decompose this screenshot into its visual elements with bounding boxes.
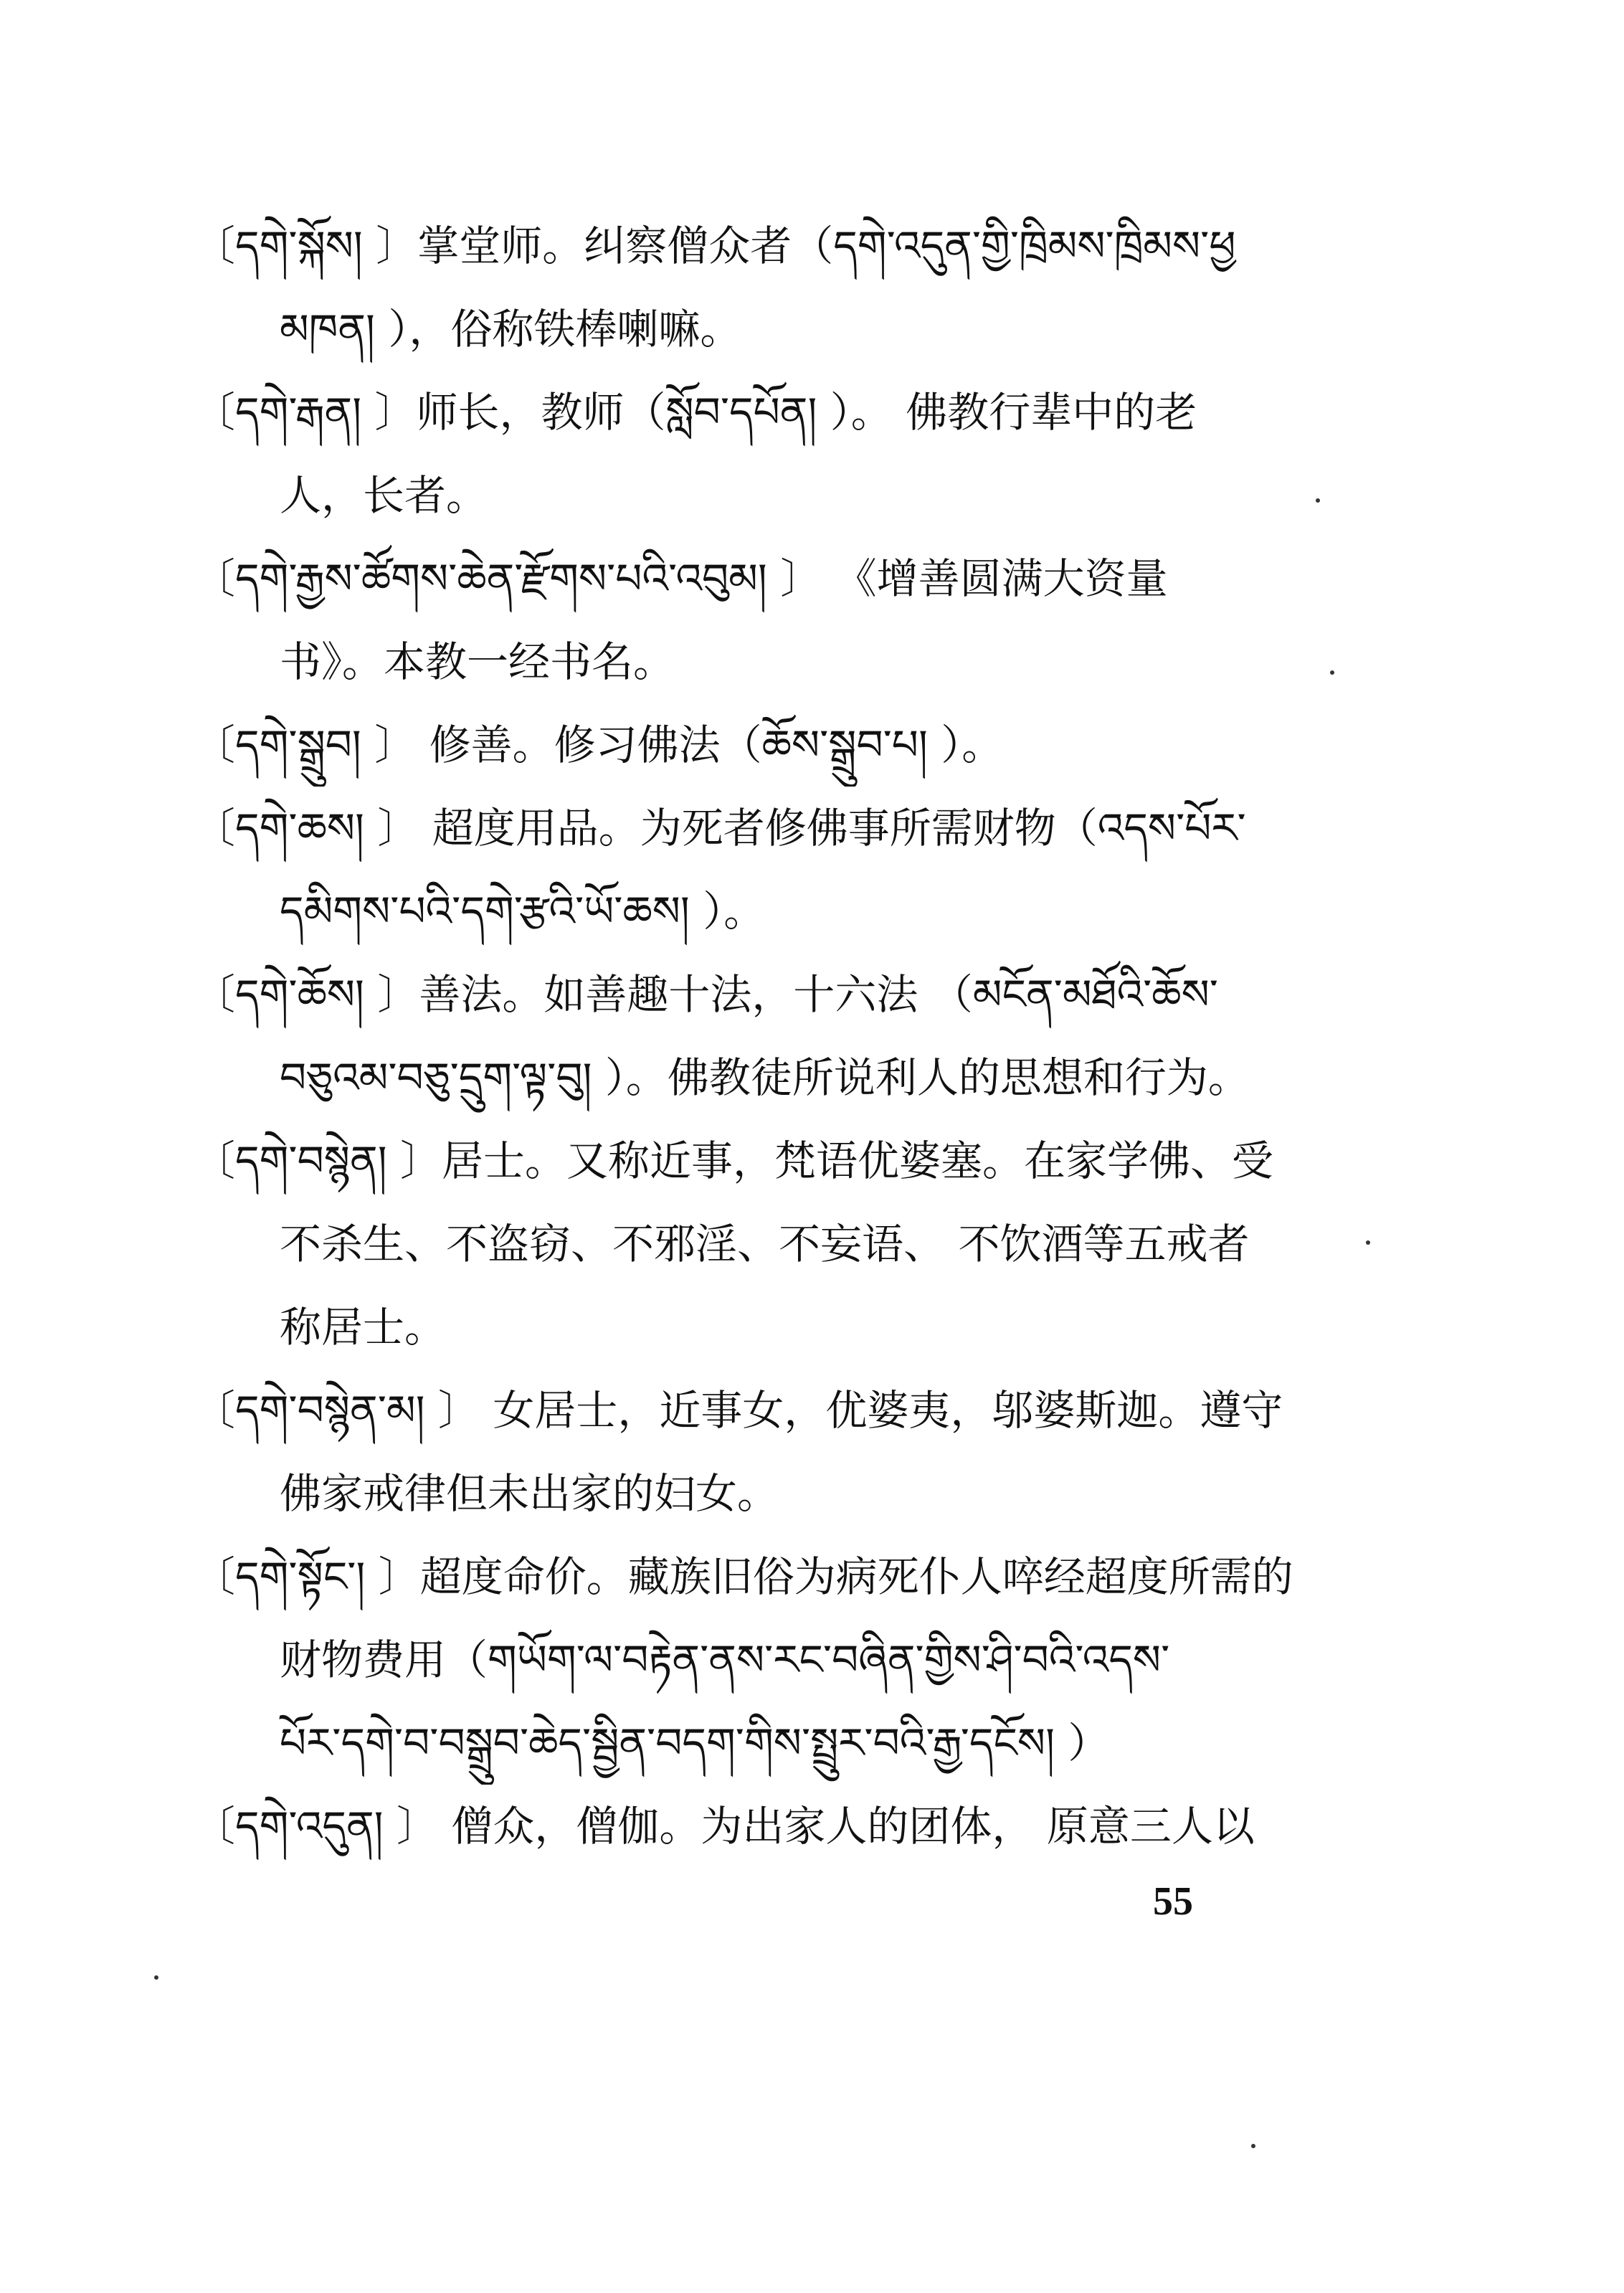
entry-line: 〔དགེ་འདུན། 〕 僧众，僧伽。为出家人的团体， 原意三人以 xyxy=(194,1802,1255,1851)
entry-dge-chas xyxy=(194,787,1298,953)
scan-speck xyxy=(154,1975,158,1980)
entry-line: 佛家戒律但未出家的妇女。 xyxy=(280,1469,779,1518)
entry-line: 〔དགེ་སྒྲུབ། 〕 修善。修习佛法（ཆོས་སྒྲུབ་པ། ）。 xyxy=(194,721,1004,769)
entry-dge-bsnyen-ma xyxy=(194,1369,1298,1535)
entry-line: 人，长者。 xyxy=(280,471,488,520)
entry-dge-stong xyxy=(194,1535,1298,1785)
entry-line: 书》。本教一经书名。 xyxy=(280,637,675,686)
entry-line: པོར་དགེ་བ་བསྒྲུབ་ཆེད་སྦྱིན་བདག་གིས་སྤྲུར་བའི་རྒྱ་དངོས། ） xyxy=(280,1719,1110,1767)
entry-dge-skos xyxy=(194,204,1298,371)
entry-dge-chos xyxy=(194,953,1298,1119)
entry-line: 〔དགེ་རྒྱས་ཚོགས་ཆེན་རྫོགས་པའི་འབུམ། 〕 《增善圆满大资量 xyxy=(194,554,1168,603)
entry-line: 不杀生、不盗窃、不邪淫、不妄语、 不饮酒等五戒者 xyxy=(280,1220,1250,1268)
scan-speck xyxy=(1330,670,1334,675)
entry-dge-rgyas xyxy=(194,537,1298,703)
entry-line: 〔དགེ་ཆོས། 〕善法。如善趣十法，十六法 （མངོན་མཐོའི་ཆོས་ xyxy=(194,970,1218,1019)
dictionary-entries xyxy=(194,204,1298,1868)
entry-dge-rgan xyxy=(194,371,1298,537)
entry-line: 〔དགེ་སྟོང་། 〕超度命价。藏族旧俗为病死仆人啐经超度所需的 xyxy=(194,1552,1293,1601)
entry-line: 〔དགེ་བསྙེན་མ། 〕 女居士，近事女，优婆夷，邬婆斯迦。遵守 xyxy=(194,1386,1283,1435)
entry-line: 〔དགེ་སྐོས། 〕掌堂师。纠察僧众者（དགེ་འདུན་གྱི་ཁྲིམས་ཁྲིམས་ཕྱ xyxy=(194,222,1236,270)
entry-line: བཅུའམ་བཅུ་དྲུག་ལྟ་བུ། ）。佛教徒所说利人的思想和行为。 xyxy=(280,1053,1250,1102)
entry-dge-sgrub xyxy=(194,703,1298,787)
entry-line: 〔དགེ་རྒན། 〕师长，教师（སློབ་དཔོན། ）。 佛教行辈中的老 xyxy=(194,388,1197,437)
entry-dge-dun xyxy=(194,1785,1298,1868)
entry-dge-bsnyen xyxy=(194,1119,1298,1369)
scan-speck xyxy=(1366,1240,1370,1245)
entry-line: དམིགས་པའི་དགེ་རྩའི་ཡོ་ཆས། ）。 xyxy=(280,887,766,936)
entry-line: 〔དགེ་བསྙེན། 〕居士。又称近事，梵语优婆塞。在家学佛、受 xyxy=(194,1136,1274,1185)
scan-speck xyxy=(1316,498,1320,503)
entry-line: 财物费用（གཡོག་ལ་བརྟེན་ནས་རང་བཞིན་གྱིས་ཤི་བའི་འདས་ xyxy=(280,1636,1170,1684)
scan-speck xyxy=(1251,2144,1255,2148)
page-number: 55 xyxy=(1153,1879,1193,1924)
entry-line: 〔དགེ་ཆས། 〕 超度用品。为死者修佛事所需财物（འདས་པོར་ xyxy=(194,804,1246,853)
entry-line: མཁན། ），俗称铁棒喇嘛。 xyxy=(280,305,742,353)
entry-line: 称居士。 xyxy=(280,1303,447,1352)
